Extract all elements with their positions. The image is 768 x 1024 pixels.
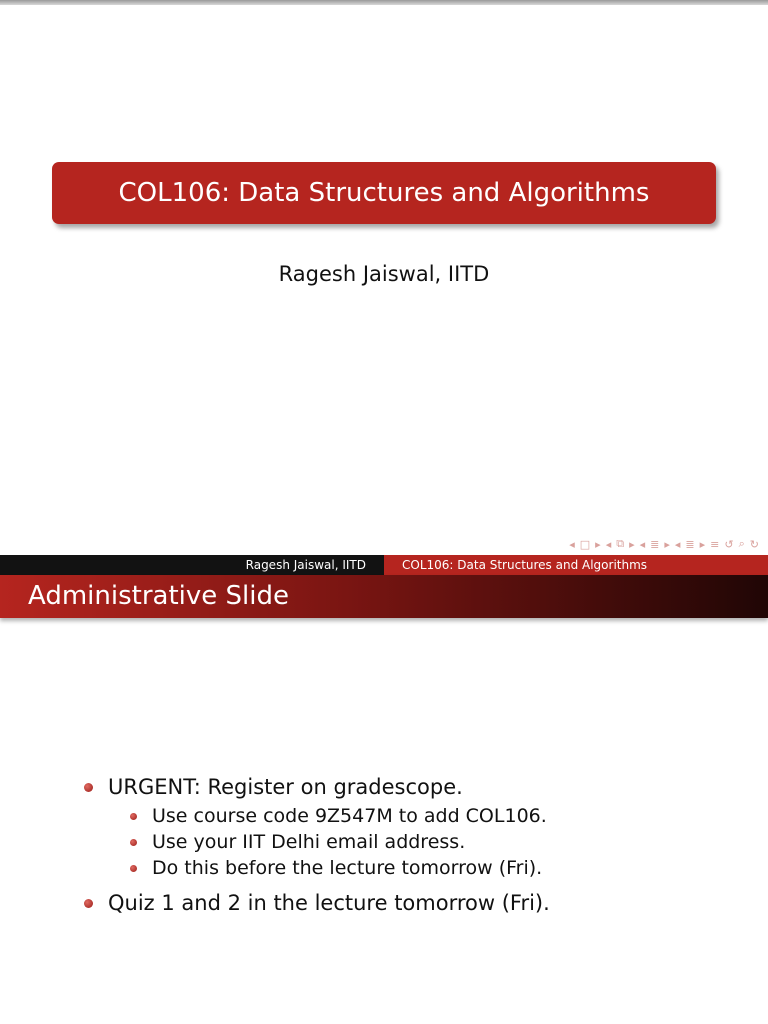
nav-left-arrow-icon[interactable]: ◂ <box>569 537 576 551</box>
frame-title: Administrative Slide <box>0 575 768 618</box>
nav-right-arrow-icon[interactable]: ▸ <box>664 537 671 551</box>
section-icon[interactable]: ≣ <box>650 537 661 551</box>
bullet-icon <box>130 813 137 820</box>
back-icon[interactable]: ↺ <box>724 537 735 551</box>
author-line: Ragesh Jaiswal, IITD <box>278 262 490 286</box>
sub-list <box>84 803 734 881</box>
list-item: URGENT: Register on gradescope. <box>84 773 734 801</box>
slide-content <box>84 773 734 917</box>
frame-icon[interactable]: □ <box>579 537 592 551</box>
top-rule <box>0 0 768 5</box>
nav-left-arrow-icon[interactable]: ◂ <box>674 537 682 551</box>
forward-icon[interactable]: ↻ <box>749 537 760 551</box>
headline-bar <box>0 555 768 575</box>
title-box <box>52 162 716 224</box>
bullet-icon <box>84 899 93 908</box>
list-item: Quiz 1 and 2 in the lecture tomorrow (Fri). <box>84 889 734 917</box>
headline-title: COL106: Data Structures and Algorithms <box>384 555 768 575</box>
beamer-navigation-bar <box>490 536 768 552</box>
presentation-icon[interactable]: ≣ <box>685 537 696 551</box>
presentation-title: COL106: Data Structures and Algorithms <box>118 178 650 208</box>
bullet-icon <box>130 839 137 846</box>
nav-right-arrow-icon[interactable]: ▸ <box>595 537 602 551</box>
subsection-icon[interactable]: ⧉ <box>616 537 626 550</box>
search-icon[interactable]: ⌕ <box>738 537 746 550</box>
sub-list-item: Do this before the lecture tomorrow (Fri). <box>130 855 734 881</box>
align-icon[interactable]: ≡ <box>710 537 721 551</box>
nav-left-arrow-icon[interactable]: ◂ <box>605 537 613 551</box>
nav-left-arrow-icon[interactable]: ◂ <box>639 537 647 551</box>
sub-list-item: Use your IIT Delhi email address. <box>130 829 734 855</box>
bullet-icon <box>84 783 93 792</box>
nav-right-arrow-icon[interactable]: ▸ <box>699 537 707 551</box>
headline-author: Ragesh Jaiswal, IITD <box>0 555 384 575</box>
nav-right-arrow-icon[interactable]: ▸ <box>629 537 636 551</box>
sub-list-item: Use course code 9Z547M to add COL106. <box>130 803 734 829</box>
bullet-icon <box>130 865 137 872</box>
